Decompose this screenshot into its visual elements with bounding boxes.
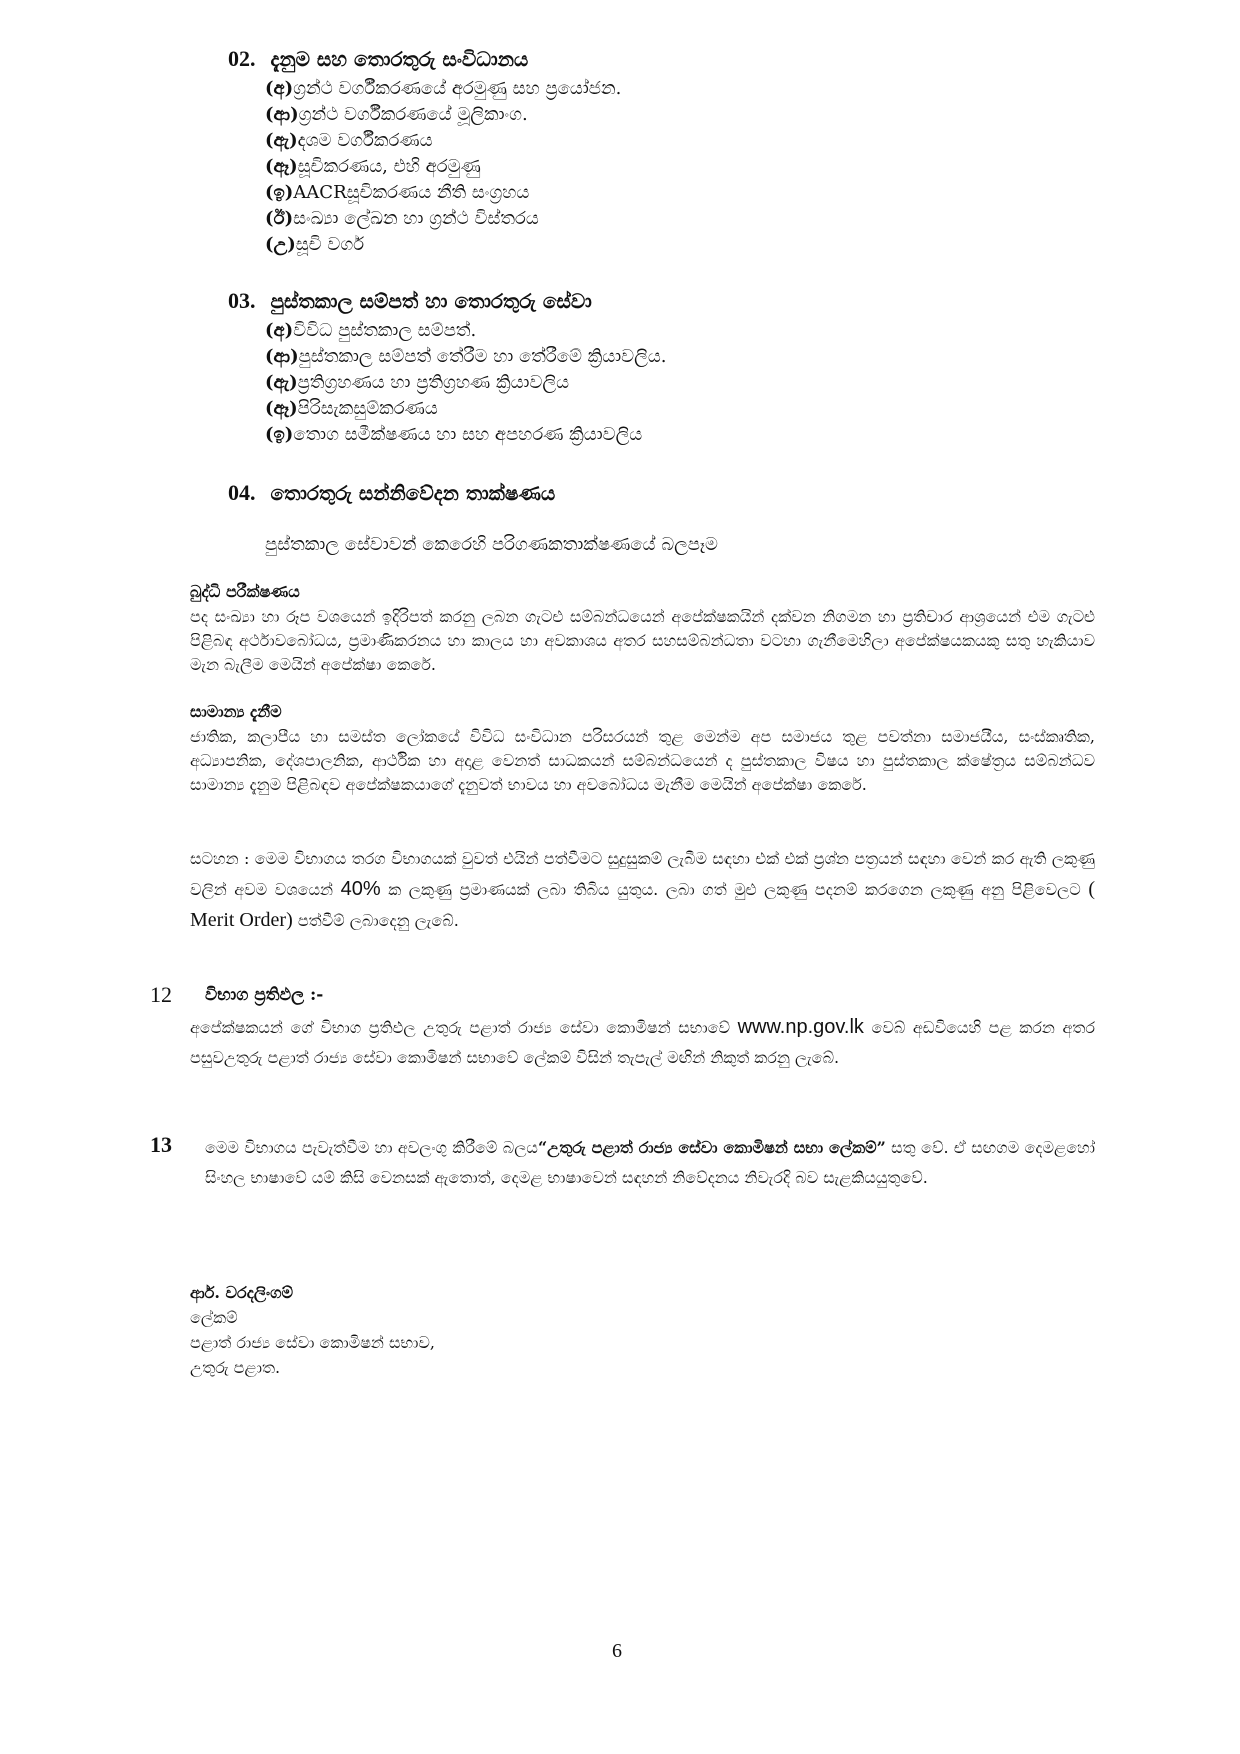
list-item: (අ)ග්‍රන්ථ වර්ගීකරණයේ අරමුණු සහ ප්‍රයෝජන. <box>265 78 622 99</box>
signatory-name: ආර්. වරදලිංගම් <box>190 1283 294 1302</box>
note-paragraph: සටහන : මෙම විභාගය තරග විභාගයක් වුවත් එයින් පත්වීමට සුදුසුකම් ලැබීම සඳහා එක් එක් ප්‍රශ්න පත්‍රයන් සඳහා වෙන් කර ඇති ලකුණු වලින් අවම වශයෙන් 40% ක ලකුණු ප්‍රමාණයක් ලබා තිබිය යුතුය. ලබා ගත් මුළු ලකුණු පදනම් කරගෙන ලකුණු අනු පිළිවෙලට ( Merit Order) පත්වීම් ලබාදෙනු ලැබේ. <box>190 849 1095 931</box>
section-03-heading <box>228 288 592 314</box>
intelligence-body: පද සංඛ්‍යා හා රූප වශයෙන් ඉදිරිපත් කරනු ලබන ගැටළු සම්බන්ධයෙන් අපේක්ෂකයින් දක්වන නිගමන හා ප්‍රතිචාර ආශ්‍රයෙන් එම ගැටළු පිළිබඳ අර්ථාවබෝධය, ප්‍රමාණිකරනය හා කාලය හා අවකාශය අතර සහසම්බන්ධතා වටහා ගැනීමෙහිලා අපේක්ෂයකයකු සතු හැකියාව මැන බැලීම මෙයින් අපේක්ෂා කෙරේ. <box>190 607 1095 674</box>
section-13-number: 13 <box>150 1132 172 1157</box>
intelligence-heading: බුද්ධි පරීක්ෂණය <box>190 582 300 601</box>
list-item: (අ)විවිධ පුස්තකාල සම්පත්. <box>265 320 477 341</box>
general-knowledge-body: ජාතික, කලාපීය හා සමස්ත ලෝකයේ විවිධ සංවිධාන පරිසරයන් තුළ මෙන්ම අප සමාජය තුළ පවත්නා සමාජයීය, සංස්කෘතික, අධ්‍යාපනික, දේශපාලනික, ආර්ථික හා අදාළ වෙනත් සාධකයන් සම්බන්ධයෙන් ද පුස්තකාල විෂය හා පුස්තකාල ක්ෂේත්‍රය සම්බන්ධව සාමාන්‍ය දැනුම පිළිබඳව අපේක්ෂකයාගේ දැනුවත් භාවය හා අවබෝධය මැනීම මෙයින් අපේක්ෂා කෙරේ. <box>190 727 1095 794</box>
section-03-list <box>265 318 667 448</box>
list-item: (ඇ)දශම වර්ගීකරණය <box>265 130 433 151</box>
section-03-number: 03. <box>228 288 256 313</box>
section-02-heading <box>228 46 528 72</box>
signatory-province: උතුරු පළාත. <box>190 1358 281 1377</box>
section-02-title: දැනුම සහ තොරතුරු සංවිධානය <box>270 47 529 71</box>
list-item: (ආ)පුස්තකාල සම්පත් තේරීම හා තේරීමේ ක්‍රියාවලිය. <box>265 346 667 367</box>
signatory-organisation: පළාත් රාජ්‍ය සේවා කොමිෂන් සභාව, <box>190 1333 435 1352</box>
list-item: (ඇ)ප්‍රතිග්‍රහණය හා ප්‍රතිග්‍රහණ ක්‍රියාවලිය <box>265 372 570 393</box>
section-13-authority: “උතුරු පළාත් රාජ්‍ය සේවා කොමිෂන් සභා ලේකම්” <box>537 1138 886 1157</box>
list-item: (ඉ)තොග සමීක්ෂණය හා සහ අපහරණ ක්‍රියාවලිය <box>265 424 643 445</box>
list-item: (ආ)ග්‍රන්ථ වර්ගීකරණයේ මූලිකාංග. <box>265 104 528 125</box>
list-item: (ඈ)සූචිකරණය, එහි අරමුණු <box>265 156 481 177</box>
section-04-body: පුස්තකාල සේවාවන් කෙරෙහි පරිගණකතාක්ෂණයේ බලපෑම <box>265 534 718 555</box>
section-03-title: පුස්තකාල සම්පත් හා තොරතුරු සේවා <box>270 289 592 313</box>
list-item: (ඊ)සංඛ්‍යා ලේඛන හා ග්‍රන්ථ විස්තරය <box>265 208 539 229</box>
section-02-list <box>265 76 621 258</box>
section-12-heading: විභාග ප්‍රතිඵල :- <box>205 985 324 1005</box>
note-percent: 40% <box>340 878 381 900</box>
general-knowledge-heading: සාමාන්‍ය දැනීම <box>190 702 282 721</box>
section-13-body: මෙම විභාගය පැවැත්වීම හා අවලංගු කිරීමේ බලය“උතුරු පළාත් රාජ්‍ය සේවා කොමිෂන් සභා ලේකම්” සතු වේ. ඒ සඟගම දෙමළහෝ සිංහල භාෂාවේ යම් කිසි වෙනසක් ඇතොත්, දෙමළ භාෂාවෙන් සඳහන් නිවේදනය නිවැරදි බව සැළකියයුතුවේ. <box>205 1138 1096 1187</box>
signatory-title: ලේකම් <box>190 1308 238 1327</box>
list-item: (උ)සූචි වර්ග <box>265 234 365 255</box>
note-merit-order: ( Merit Order) <box>190 878 1095 931</box>
list-item: (ඉ)AACRසූචිකරණය නීති සංග්‍රහය <box>265 182 530 203</box>
section-02-number: 02. <box>228 46 256 71</box>
section-04-number: 04. <box>228 480 256 505</box>
section-12-body: අපේක්ෂකයන් ගේ විභාග ප්‍රතිඵල උතුරු පළාත් රාජ්‍ය සේවා කොමිෂන් සභාවේ www.np.gov.lk වෙබ් අඩවියෙහි පළ කරන අතර පසුවඋතුරු පළාත් රාජ්‍ය සේවා කොමිෂන් සභාවේ ලේකම් විසින් තැපැල් මඟින් නිකුත් කරනු ලැබේ. <box>190 1016 1096 1067</box>
section-12-number: 12 <box>150 982 172 1007</box>
section-04-title: තොරතුරු සන්නිවේදන තාක්ෂණය <box>270 481 556 505</box>
list-item: (ඈ)පිරිසැකසුම්කරණය <box>265 398 438 419</box>
page-number: 6 <box>612 1640 622 1662</box>
website-link[interactable]: www.np.gov.lk <box>737 1016 864 1038</box>
section-04-heading <box>228 480 555 506</box>
signature-block <box>190 1280 435 1380</box>
